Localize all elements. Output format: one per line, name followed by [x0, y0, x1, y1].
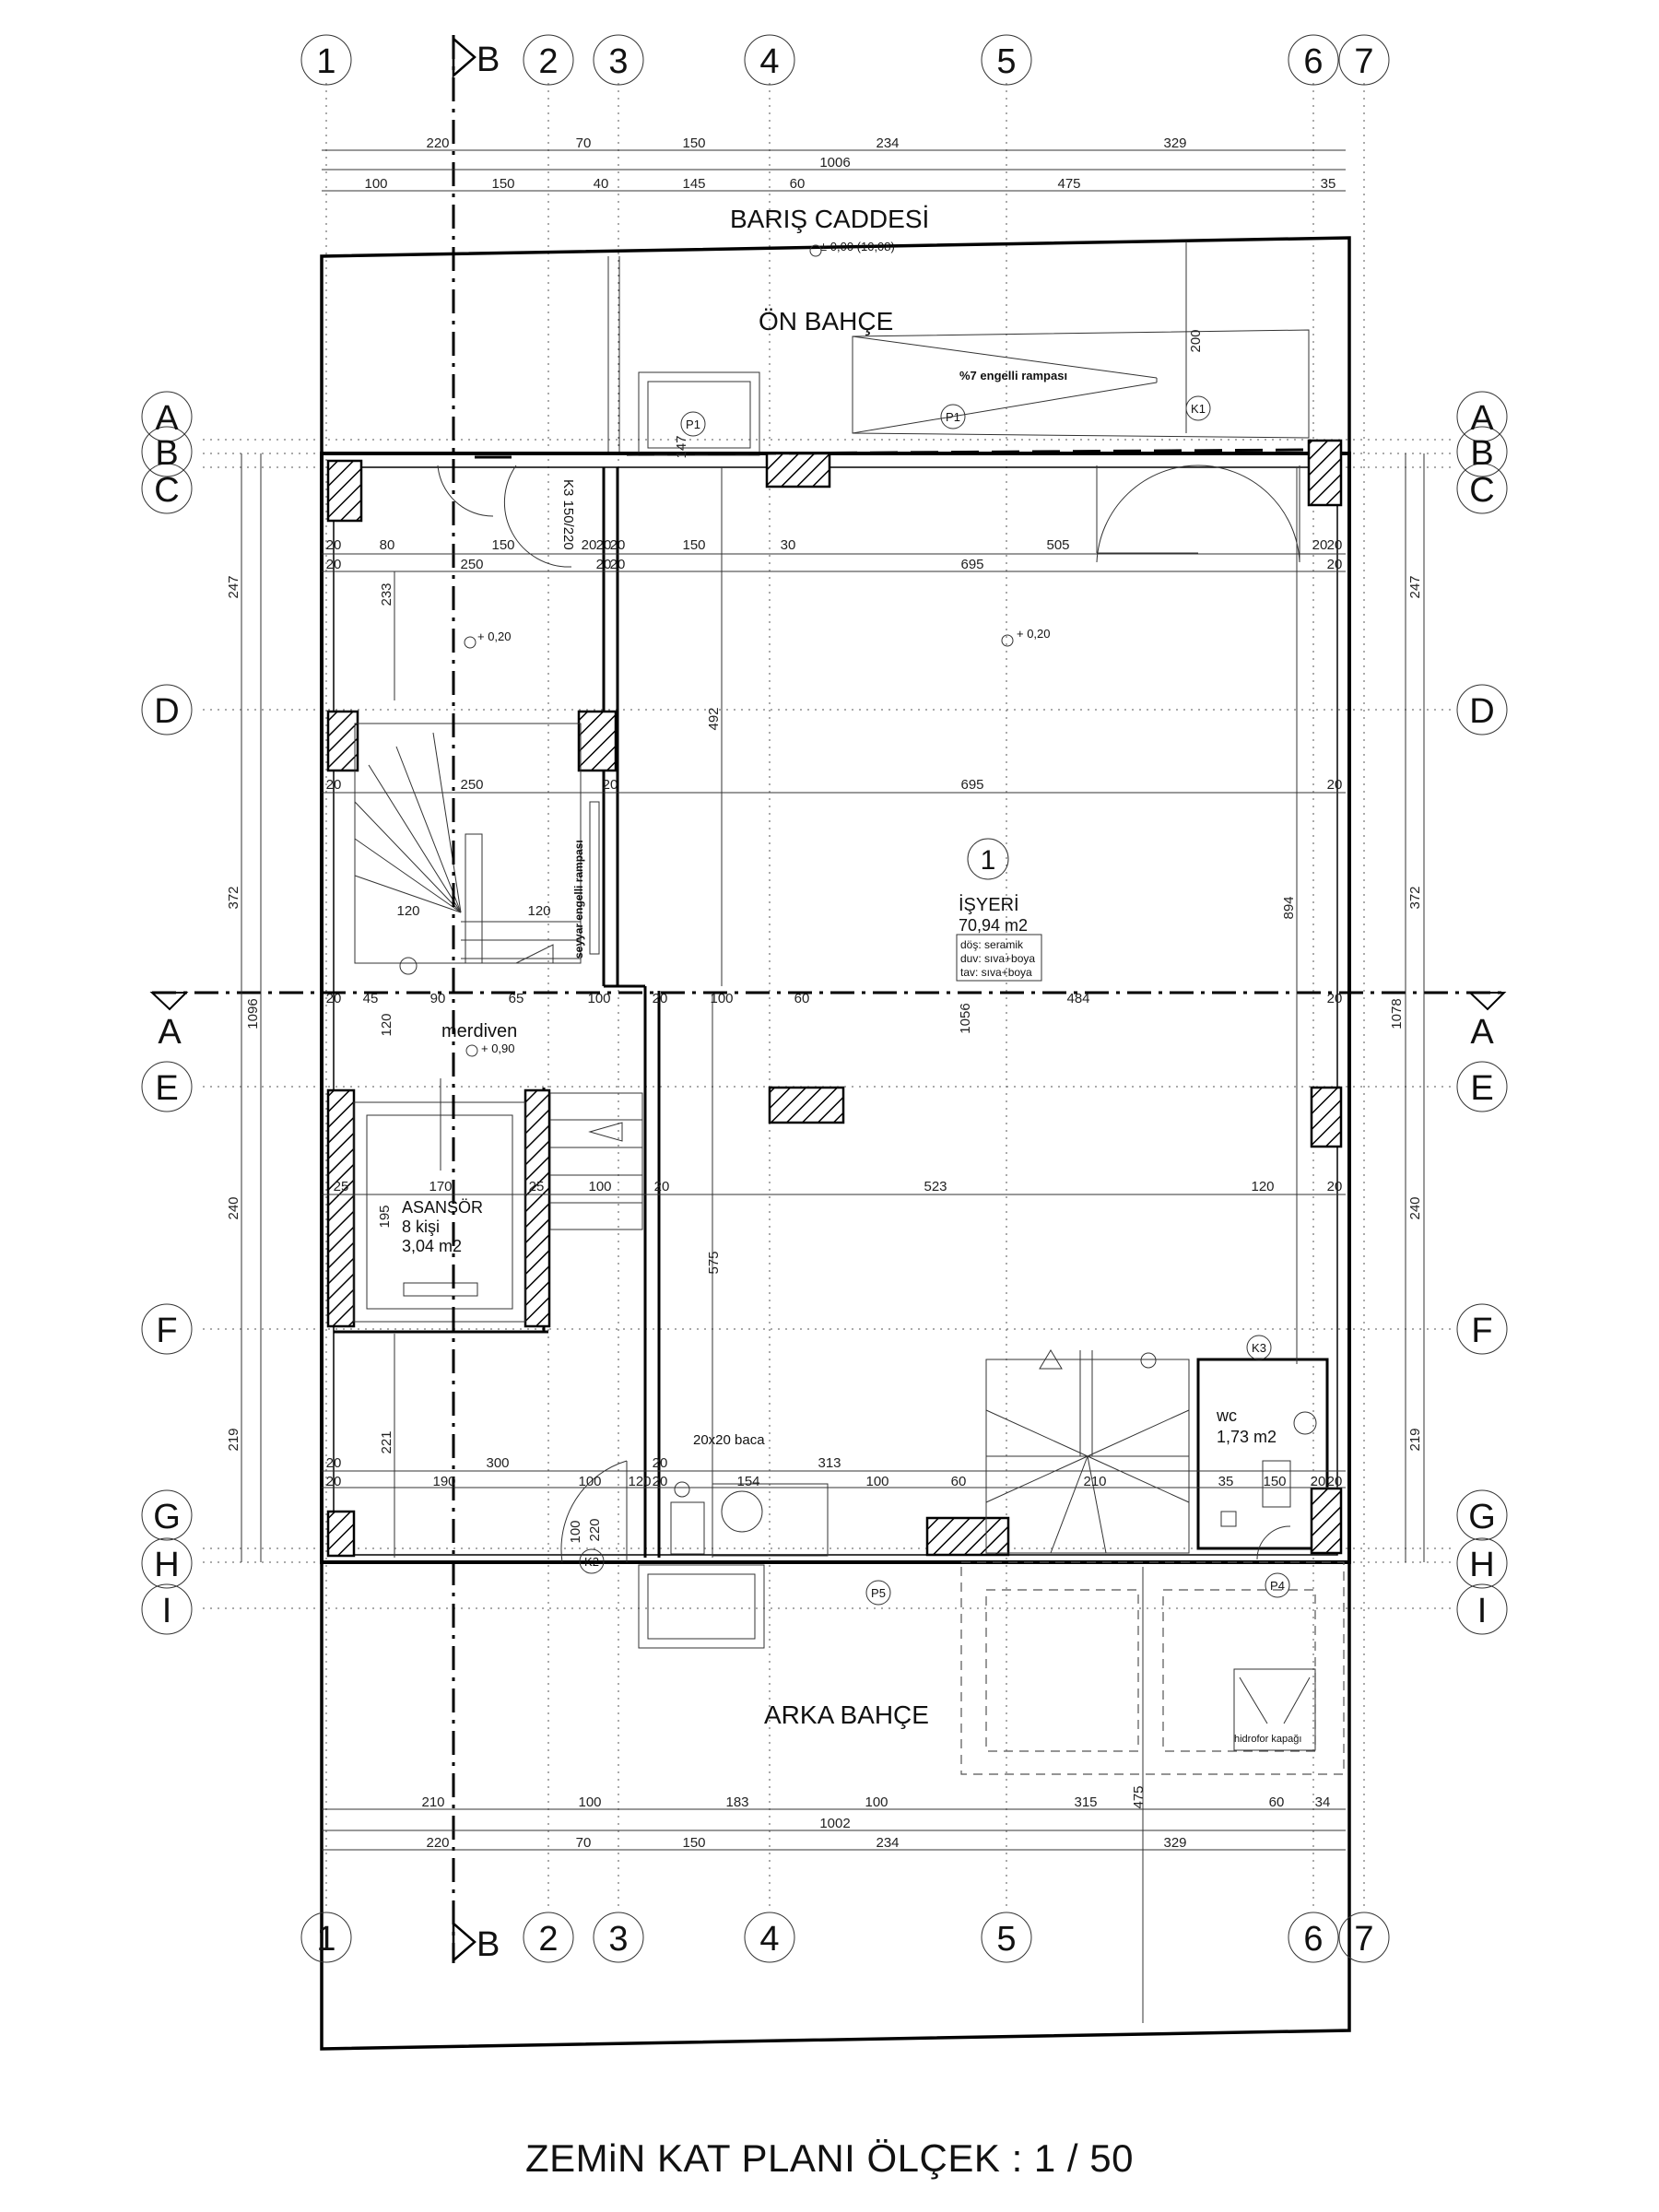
section-a-left: A — [158, 1013, 182, 1052]
svg-text:20: 20 — [1326, 991, 1343, 1006]
axis-row-h-right: H — [1469, 1546, 1495, 1584]
svg-text:240: 240 — [1407, 1196, 1423, 1220]
svg-text:20: 20 — [595, 537, 612, 553]
svg-text:475: 475 — [1131, 1785, 1147, 1809]
svg-text:150: 150 — [491, 176, 515, 192]
svg-text:150: 150 — [491, 537, 515, 553]
svg-text:60: 60 — [950, 1474, 967, 1489]
svg-text:20: 20 — [325, 1474, 342, 1489]
svg-text:90: 90 — [429, 991, 446, 1006]
svg-text:60: 60 — [1268, 1794, 1285, 1810]
axis-row-b-right: B — [1470, 434, 1494, 473]
svg-text:894: 894 — [1281, 896, 1297, 920]
element-tags — [580, 396, 1289, 1605]
shop-staircase — [986, 1350, 1189, 1553]
svg-text:20: 20 — [325, 537, 342, 553]
svg-text:120: 120 — [396, 903, 420, 919]
axis-row-i-left: I — [161, 1592, 172, 1630]
svg-text:100: 100 — [578, 1794, 602, 1810]
axis-row-d-right: D — [1469, 692, 1495, 731]
main-staircase — [355, 724, 599, 974]
column-axis-bubbles-bottom — [301, 1912, 1389, 1962]
axis-col-1-top: 1 — [316, 42, 336, 81]
stair-room-label: merdiven — [441, 1021, 518, 1041]
svg-text:233: 233 — [379, 582, 394, 606]
level-entry: + 0,20 — [477, 629, 512, 643]
wc-name: wc — [1217, 1406, 1237, 1425]
dimension-texts-top — [364, 135, 1335, 192]
svg-text:492: 492 — [706, 707, 722, 731]
svg-text:1002: 1002 — [819, 1816, 851, 1831]
svg-text:20: 20 — [595, 557, 612, 572]
svg-text:250: 250 — [460, 557, 484, 572]
drawing-title: ZEMiN KAT PLANI ÖLÇEK : 1 / 50 — [525, 2136, 1134, 2180]
svg-text:234: 234 — [876, 135, 900, 151]
dimension-lines — [241, 150, 1424, 1850]
entry-steps — [550, 1093, 642, 1230]
svg-text:1078: 1078 — [1389, 998, 1405, 1030]
section-b-top: B — [477, 41, 500, 79]
axis-col-7-top: 7 — [1354, 42, 1374, 81]
svg-text:20: 20 — [652, 991, 668, 1006]
svg-text:219: 219 — [1407, 1428, 1423, 1452]
svg-text:372: 372 — [1407, 886, 1423, 910]
axis-row-f-right: F — [1471, 1312, 1493, 1350]
svg-text:210: 210 — [421, 1794, 445, 1810]
site-boundary — [322, 238, 1349, 2049]
svg-text:505: 505 — [1046, 537, 1070, 553]
svg-text:329: 329 — [1163, 1835, 1187, 1851]
svg-text:695: 695 — [960, 777, 984, 793]
svg-text:234: 234 — [876, 1835, 900, 1851]
axis-col-4-top: 4 — [759, 42, 780, 81]
door-tag-k3: K3 150/220 — [560, 479, 576, 550]
svg-text:60: 60 — [789, 176, 806, 192]
svg-text:40: 40 — [593, 176, 609, 192]
svg-text:523: 523 — [924, 1179, 947, 1194]
svg-text:100: 100 — [710, 991, 734, 1006]
shop-area: 70,94 m2 — [959, 916, 1029, 935]
svg-text:475: 475 — [1057, 176, 1081, 192]
svg-text:250: 250 — [460, 777, 484, 793]
vertical-ramp-label: seyyar engelli rampası — [572, 840, 585, 959]
axis-col-2-top: 2 — [538, 42, 559, 81]
building-walls — [322, 453, 1349, 1562]
svg-text:120: 120 — [379, 1013, 394, 1037]
back-garden-label: ARKA BAHÇE — [764, 1700, 929, 1729]
svg-text:80: 80 — [379, 537, 395, 553]
svg-text:120: 120 — [527, 903, 551, 919]
axis-col-5-bottom: 5 — [996, 1920, 1017, 1959]
svg-text:220: 220 — [587, 1518, 603, 1542]
svg-text:120: 120 — [628, 1474, 652, 1489]
front-garden-label: ÖN BAHÇE — [759, 307, 894, 335]
svg-text:20: 20 — [602, 777, 618, 793]
svg-text:20: 20 — [325, 557, 342, 572]
dimension-texts-bottom — [421, 1794, 1330, 1851]
tag-k2: K2 — [584, 1555, 599, 1569]
shop-floor: döş: seramik — [960, 938, 1024, 951]
svg-text:20: 20 — [1310, 1474, 1326, 1489]
shop-wall: duv: sıva+boya — [960, 952, 1036, 965]
svg-text:150: 150 — [682, 1835, 706, 1851]
axis-row-e-right: E — [1470, 1069, 1494, 1108]
tag-p4: P4 — [1270, 1579, 1285, 1593]
axis-col-5-top: 5 — [996, 42, 1017, 81]
svg-text:247: 247 — [226, 575, 241, 599]
svg-text:170: 170 — [429, 1179, 453, 1194]
svg-text:183: 183 — [725, 1794, 749, 1810]
wc-area: 1,73 m2 — [1217, 1428, 1277, 1446]
tag-k1: K1 — [1191, 402, 1206, 416]
grid-lines — [203, 83, 1456, 1908]
svg-text:100: 100 — [588, 1179, 612, 1194]
svg-text:575: 575 — [706, 1251, 722, 1275]
svg-text:329: 329 — [1163, 135, 1187, 151]
svg-text:100: 100 — [865, 1794, 888, 1810]
svg-text:150: 150 — [682, 135, 706, 151]
svg-text:20: 20 — [1326, 537, 1343, 553]
axis-row-g-left: G — [153, 1498, 181, 1536]
level-marker-icons — [465, 245, 1013, 1056]
axis-row-a-right: A — [1470, 399, 1494, 438]
svg-text:145: 145 — [682, 176, 706, 192]
svg-text:20: 20 — [609, 537, 626, 553]
axis-row-h-left: H — [154, 1546, 180, 1584]
svg-text:200: 200 — [1188, 329, 1204, 353]
room-number: 1 — [980, 845, 996, 876]
svg-text:70: 70 — [575, 135, 592, 151]
svg-text:35: 35 — [1218, 1474, 1234, 1489]
svg-text:25: 25 — [333, 1179, 349, 1194]
svg-text:220: 220 — [426, 135, 450, 151]
svg-text:20: 20 — [1326, 1179, 1343, 1194]
svg-text:100: 100 — [364, 176, 388, 192]
svg-text:147: 147 — [674, 435, 689, 459]
svg-text:154: 154 — [736, 1474, 760, 1489]
svg-text:100: 100 — [587, 991, 611, 1006]
section-a-right: A — [1470, 1013, 1494, 1052]
dimension-texts-interior — [326, 329, 1343, 1808]
axis-col-3-top: 3 — [608, 42, 629, 81]
svg-text:70: 70 — [575, 1835, 592, 1851]
tag-p1-a: P1 — [686, 418, 700, 431]
street-label: BARIŞ CADDESİ — [730, 205, 930, 233]
level-shop: + 0,20 — [1017, 627, 1051, 641]
svg-text:150: 150 — [682, 537, 706, 553]
svg-text:20: 20 — [325, 777, 342, 793]
level-stair: + 0,90 — [481, 1041, 515, 1055]
section-b-bottom: B — [477, 1925, 500, 1964]
svg-text:1096: 1096 — [245, 998, 261, 1030]
svg-text:484: 484 — [1066, 991, 1090, 1006]
axis-row-d-left: D — [154, 692, 180, 731]
elevator-capacity: 8 kişi — [402, 1218, 441, 1236]
svg-text:20: 20 — [1326, 777, 1343, 793]
axis-col-4-bottom: 4 — [759, 1920, 780, 1959]
svg-text:25: 25 — [528, 1179, 545, 1194]
svg-text:20: 20 — [652, 1474, 668, 1489]
svg-text:220: 220 — [426, 1835, 450, 1851]
svg-text:219: 219 — [226, 1428, 241, 1452]
svg-text:150: 150 — [1263, 1474, 1287, 1489]
level-street: ± 0,00 (10,08) — [820, 240, 895, 253]
svg-text:195: 195 — [377, 1205, 393, 1229]
svg-text:100: 100 — [578, 1474, 602, 1489]
axis-row-c-right: C — [1469, 471, 1495, 510]
axis-col-2-bottom: 2 — [538, 1920, 559, 1959]
svg-text:35: 35 — [1320, 176, 1336, 192]
svg-text:1056: 1056 — [958, 1003, 973, 1034]
axis-row-c-left: C — [154, 471, 180, 510]
svg-text:20: 20 — [325, 991, 342, 1006]
svg-text:247: 247 — [1407, 575, 1423, 599]
axis-row-a-left: A — [155, 399, 179, 438]
svg-text:300: 300 — [486, 1455, 510, 1471]
svg-text:372: 372 — [226, 886, 241, 910]
svg-text:65: 65 — [508, 991, 524, 1006]
elevator-area: 3,04 m2 — [402, 1237, 463, 1255]
svg-text:221: 221 — [379, 1430, 394, 1454]
svg-text:20: 20 — [1326, 557, 1343, 572]
svg-text:120: 120 — [1251, 1179, 1275, 1194]
svg-text:20: 20 — [581, 537, 597, 553]
axis-row-i-right: I — [1477, 1592, 1488, 1630]
tag-p5: P5 — [871, 1586, 886, 1600]
axis-row-f-left: F — [156, 1312, 178, 1350]
axis-row-b-left: B — [155, 434, 179, 473]
svg-text:20: 20 — [653, 1179, 670, 1194]
svg-text:20: 20 — [652, 1455, 668, 1471]
svg-text:190: 190 — [432, 1474, 456, 1489]
svg-text:60: 60 — [794, 991, 810, 1006]
column-axis-bubbles-top — [301, 35, 1389, 85]
svg-text:240: 240 — [226, 1196, 241, 1220]
svg-text:20: 20 — [609, 557, 626, 572]
elevator-name: ASANSÖR — [402, 1198, 484, 1217]
svg-text:100: 100 — [865, 1474, 889, 1489]
svg-text:313: 313 — [818, 1455, 841, 1471]
svg-text:695: 695 — [960, 557, 984, 572]
axis-col-6-bottom: 6 — [1303, 1920, 1324, 1959]
svg-text:34: 34 — [1314, 1794, 1331, 1810]
svg-text:20: 20 — [1326, 1474, 1343, 1489]
tag-k3: K3 — [1252, 1341, 1266, 1355]
dimension-texts-left — [226, 575, 261, 1451]
svg-text:100: 100 — [568, 1520, 583, 1544]
svg-text:45: 45 — [362, 991, 379, 1006]
axis-row-g-right: G — [1468, 1498, 1496, 1536]
shop-name: İŞYERİ — [959, 895, 1019, 915]
svg-text:210: 210 — [1083, 1474, 1107, 1489]
svg-text:315: 315 — [1074, 1794, 1098, 1810]
tag-p1-b: P1 — [946, 410, 960, 424]
row-axis-bubbles — [142, 392, 1507, 1634]
axis-col-3-bottom: 3 — [608, 1920, 629, 1959]
svg-text:1006: 1006 — [819, 155, 851, 171]
axis-col-6-top: 6 — [1303, 42, 1324, 81]
axis-col-1-bottom: 1 — [316, 1920, 336, 1959]
axis-col-7-bottom: 7 — [1354, 1920, 1374, 1959]
axis-row-e-left: E — [155, 1069, 179, 1108]
water-tank-label: hidrofor kapağı — [1234, 1734, 1302, 1745]
chimney-label: 20x20 baca — [693, 1432, 765, 1448]
svg-text:30: 30 — [780, 537, 796, 553]
svg-text:20: 20 — [1312, 537, 1328, 553]
ramp-label: %7 engelli rampası — [959, 369, 1068, 382]
shop-ceiling: tav: sıva+boya — [960, 966, 1032, 979]
svg-text:20: 20 — [325, 1455, 342, 1471]
